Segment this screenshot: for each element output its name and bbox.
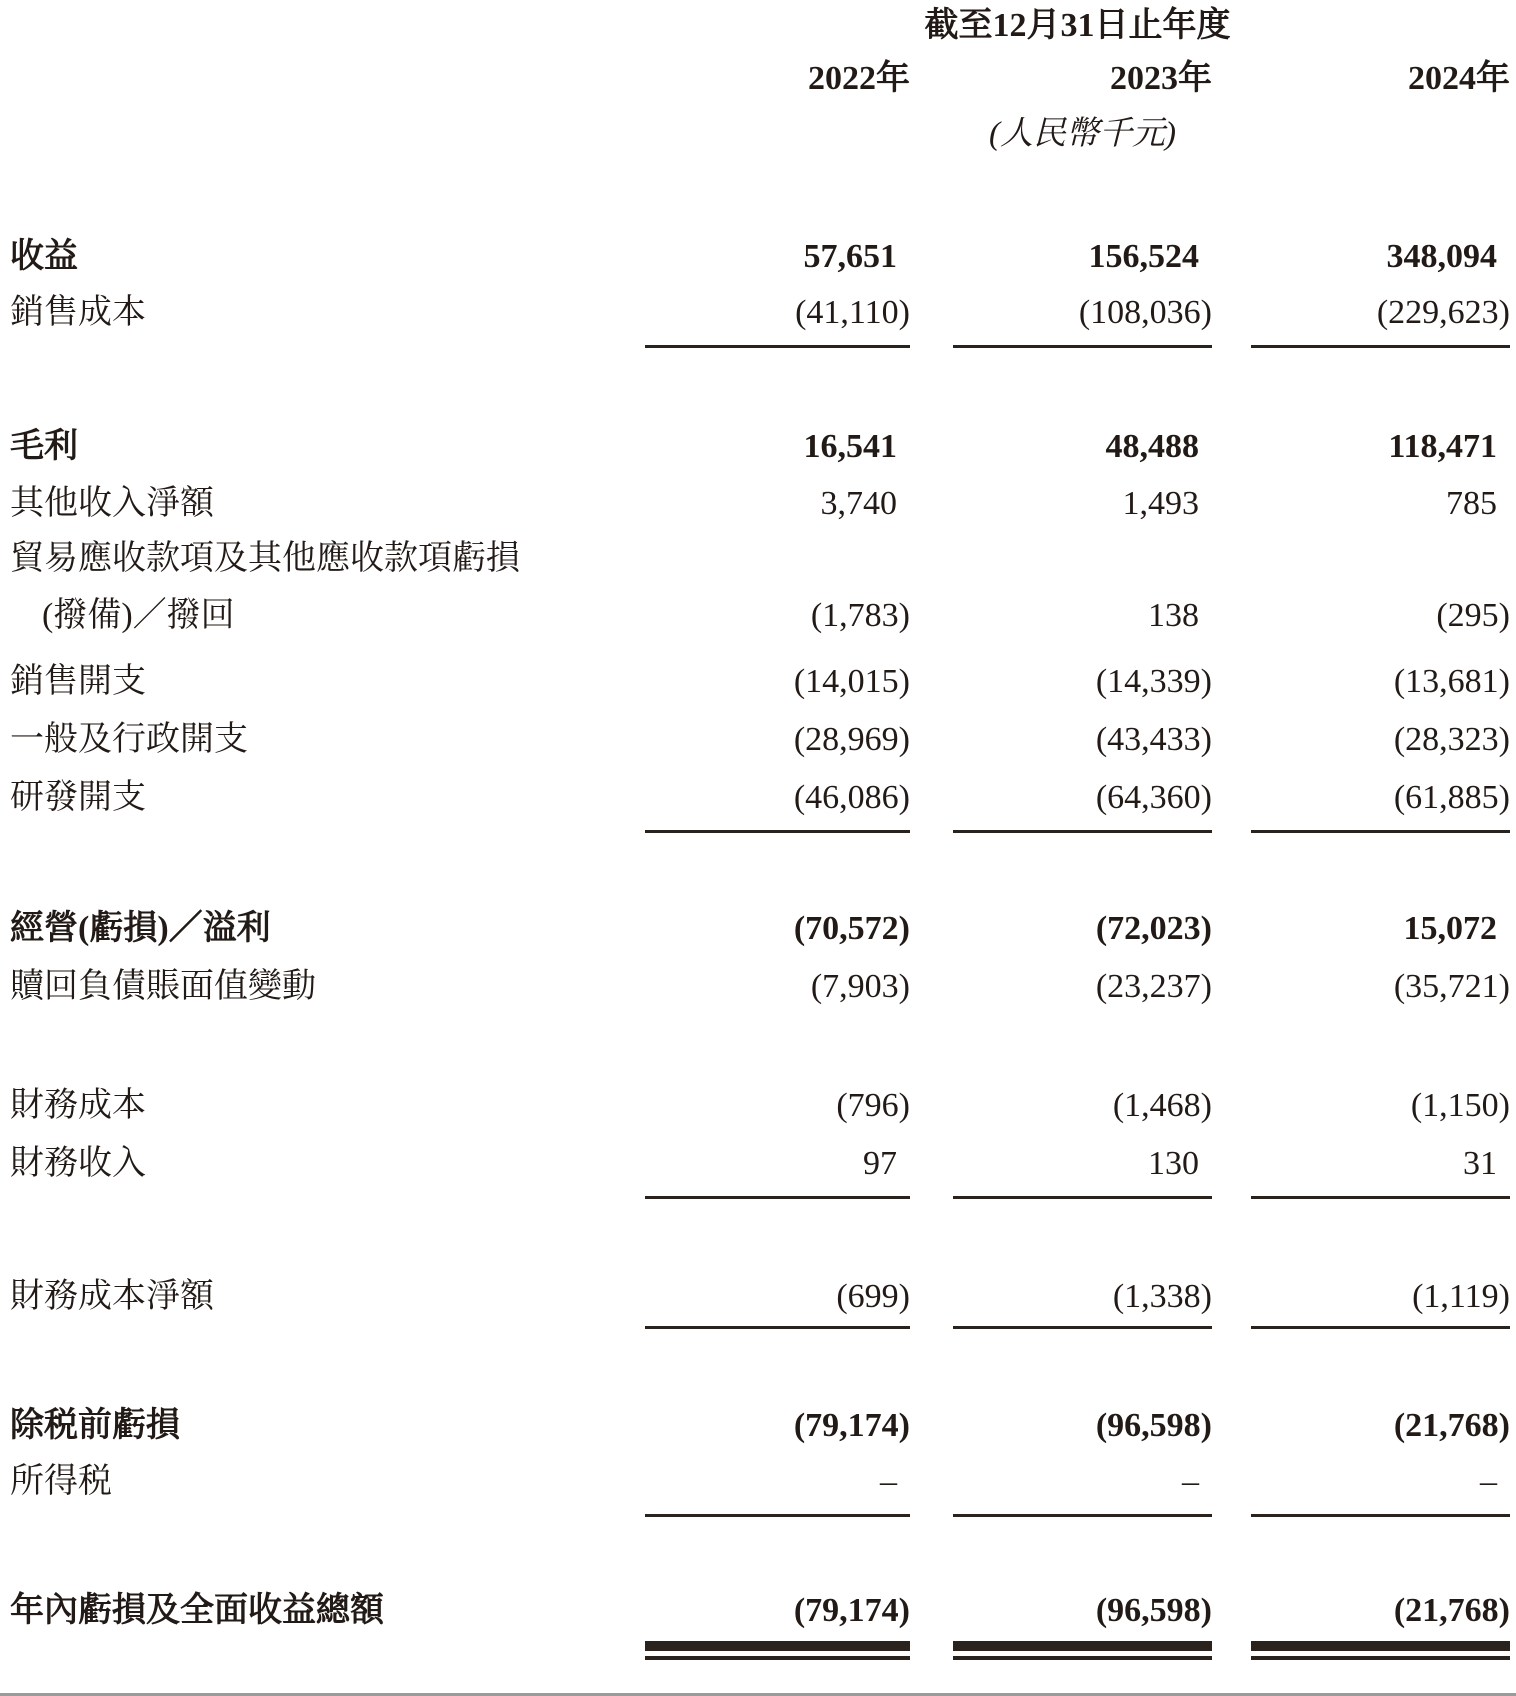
value-2022: (7,903) bbox=[810, 968, 910, 1005]
row-label: 其他收入淨額 bbox=[10, 485, 214, 522]
table-row-gross-profit bbox=[0, 425, 1516, 469]
value-2024: 15,072 bbox=[1403, 910, 1497, 947]
row-label: 財務成本淨額 bbox=[10, 1278, 214, 1315]
value-2023: (96,598) bbox=[1095, 1592, 1212, 1629]
value-2022: (28,969) bbox=[793, 721, 910, 758]
table-row-operating-loss-profit bbox=[0, 907, 1516, 951]
value-2023: (108,036) bbox=[1078, 294, 1212, 331]
currency-note: (人民幣千元) bbox=[989, 116, 1176, 152]
row-label: 所得税 bbox=[10, 1463, 112, 1500]
row-label: (撥備)／撥回 bbox=[42, 597, 235, 634]
value-2024: 785 bbox=[1446, 485, 1497, 522]
table-row-selling-expenses bbox=[0, 660, 1516, 704]
value-2024: (21,768) bbox=[1393, 1592, 1510, 1629]
row-label: 除税前虧損 bbox=[10, 1407, 180, 1444]
value-2022: (41,110) bbox=[795, 294, 910, 331]
row-label: 貿易應收款項及其他應收款項虧損 bbox=[10, 540, 520, 577]
value-2023: (1,468) bbox=[1112, 1087, 1212, 1124]
table-row-finance-costs bbox=[0, 1084, 1516, 1128]
row-label: 經營(虧損)／溢利 bbox=[10, 910, 271, 947]
value-2022: (796) bbox=[836, 1087, 910, 1124]
year-header-row bbox=[0, 57, 1516, 101]
value-2024: (13,681) bbox=[1393, 663, 1510, 700]
value-2024: (229,623) bbox=[1376, 294, 1510, 331]
value-2023: (72,023) bbox=[1095, 910, 1212, 947]
value-2023: – bbox=[1182, 1463, 1199, 1500]
row-label: 銷售成本 bbox=[10, 294, 146, 331]
table-row-finance-income bbox=[0, 1142, 1516, 1186]
row-label: 收益 bbox=[10, 238, 78, 275]
table-row-revenue bbox=[0, 235, 1516, 279]
value-2023: 156,524 bbox=[1088, 238, 1199, 275]
value-2024: 31 bbox=[1463, 1145, 1497, 1182]
value-2022: (79,174) bbox=[793, 1592, 910, 1629]
value-2024: (1,150) bbox=[1410, 1087, 1510, 1124]
row-label: 財務成本 bbox=[10, 1087, 146, 1124]
row-label: 銷售開支 bbox=[10, 663, 146, 700]
value-2024: (295) bbox=[1436, 597, 1510, 634]
value-2023: (23,237) bbox=[1095, 968, 1212, 1005]
value-2022: (699) bbox=[836, 1278, 910, 1315]
table-row-rd-expenses bbox=[0, 776, 1516, 820]
value-2022: 97 bbox=[863, 1145, 897, 1182]
year-column-2023: 2023年 bbox=[1110, 60, 1212, 97]
table-row-redemption-liability-change bbox=[0, 965, 1516, 1009]
value-2022: (79,174) bbox=[793, 1407, 910, 1444]
period-title: 截至12月31日止年度 bbox=[924, 7, 1231, 44]
value-2022: (46,086) bbox=[793, 779, 910, 816]
value-2023: (1,338) bbox=[1112, 1278, 1212, 1315]
value-2024: – bbox=[1480, 1463, 1497, 1500]
value-2024: 118,471 bbox=[1388, 428, 1497, 465]
value-2022: (70,572) bbox=[793, 910, 910, 947]
table-row-cost-of-sales bbox=[0, 291, 1516, 335]
value-2023: (64,360) bbox=[1095, 779, 1212, 816]
value-2023: 1,493 bbox=[1122, 485, 1199, 522]
table-row-trade-receivables-impairment bbox=[0, 537, 1516, 581]
value-2024: (61,885) bbox=[1393, 779, 1510, 816]
row-label: 毛利 bbox=[10, 428, 78, 465]
value-2022: (1,783) bbox=[810, 597, 910, 634]
row-label: 一般及行政開支 bbox=[10, 721, 248, 758]
table-row-provision-reversal bbox=[0, 594, 1516, 638]
row-label: 研發開支 bbox=[10, 779, 146, 816]
value-2023: 130 bbox=[1148, 1145, 1199, 1182]
value-2024: (21,768) bbox=[1393, 1407, 1510, 1444]
value-2023: (14,339) bbox=[1095, 663, 1212, 700]
value-2024: (35,721) bbox=[1393, 968, 1510, 1005]
value-2022: (14,015) bbox=[793, 663, 910, 700]
row-label: 財務收入 bbox=[10, 1145, 146, 1182]
table-row-general-admin-expenses bbox=[0, 718, 1516, 762]
row-label: 贖回負債賬面值變動 bbox=[10, 968, 316, 1005]
value-2022: 57,651 bbox=[803, 238, 897, 275]
value-2022: 16,541 bbox=[803, 428, 897, 465]
table-row-income-tax bbox=[0, 1460, 1516, 1504]
value-2023: (43,433) bbox=[1095, 721, 1212, 758]
value-2023: 138 bbox=[1148, 597, 1199, 634]
value-2023: 48,488 bbox=[1105, 428, 1199, 465]
row-label: 年內虧損及全面收益總額 bbox=[10, 1592, 384, 1629]
value-2023: (96,598) bbox=[1095, 1407, 1212, 1444]
table-row-other-income bbox=[0, 482, 1516, 526]
year-column-2024: 2024年 bbox=[1408, 60, 1510, 97]
table-row-net-finance-costs bbox=[0, 1275, 1516, 1319]
table-row-loss-before-tax bbox=[0, 1404, 1516, 1448]
value-2024: 348,094 bbox=[1386, 238, 1497, 275]
value-2024: (1,119) bbox=[1412, 1278, 1510, 1315]
year-column-2022: 2022年 bbox=[808, 60, 910, 97]
table-row-total-loss-comprehensive-income bbox=[0, 1589, 1516, 1633]
value-2022: 3,740 bbox=[820, 485, 897, 522]
value-2022: – bbox=[880, 1463, 897, 1500]
value-2024: (28,323) bbox=[1393, 721, 1510, 758]
